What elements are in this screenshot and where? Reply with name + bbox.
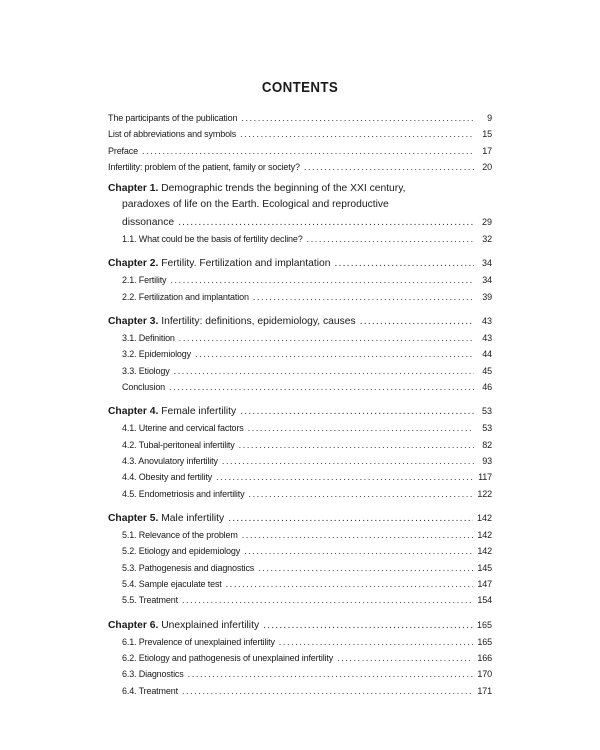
toc-section-entry[interactable] (108, 272, 492, 288)
dot-leader (239, 437, 474, 453)
dot-leader (248, 486, 473, 502)
toc-section-entry[interactable] (108, 576, 492, 592)
toc-entry-infertility-problem[interactable] (108, 159, 492, 175)
section-label: 1.1. What could be the basis of fertility decline? (122, 233, 303, 244)
chapter-5 (108, 510, 492, 609)
toc-entry-preface[interactable] (108, 143, 492, 159)
toc-page-number: 29 (481, 216, 492, 227)
dot-leader (182, 592, 473, 608)
chapter-title-line: Demographic trends the beginning of the XXI century, (161, 183, 406, 195)
toc-page-number: 122 (477, 488, 492, 499)
dot-leader (169, 379, 474, 395)
toc-entry-abbreviations[interactable] (108, 126, 492, 142)
toc-section-entry[interactable] (108, 289, 492, 305)
section-label: 6.2. Etiology and pathogenesis of unexplained infertility (122, 653, 334, 664)
section-label: 2.1. Fertility (122, 275, 167, 286)
dot-leader (226, 576, 474, 592)
chapter-number: Chapter 2. (108, 258, 159, 270)
dot-leader (304, 159, 474, 175)
toc-entry-label: The participants of the publication (108, 113, 238, 123)
section-label: 2.2. Fertilization and implantation (122, 291, 249, 302)
chapter-title: Male infertility (161, 512, 225, 524)
toc-page-number: 39 (482, 291, 492, 302)
dot-leader (360, 314, 474, 330)
toc-page-number: 53 (482, 423, 492, 434)
toc-section-entry[interactable] (108, 420, 492, 436)
dot-leader (228, 511, 473, 527)
toc-section-entry[interactable] (108, 527, 492, 543)
section-label: 5.3. Pathogenesis and diagnostics (122, 562, 255, 573)
dot-leader (179, 330, 474, 346)
chapter-title-line: paradoxes of life on the Earth. Ecological and reproductive (122, 199, 389, 211)
section-label: 5.1. Relevance of the problem (122, 530, 238, 541)
toc-page-number: 46 (482, 381, 492, 392)
dot-leader (248, 420, 474, 436)
chapter-heading[interactable] (108, 510, 492, 527)
section-label: 3.3. Etiology (122, 365, 170, 376)
toc-page-number: 15 (482, 129, 492, 140)
toc-section-entry[interactable] (108, 363, 492, 379)
toc-page-number: 171 (477, 685, 492, 696)
toc-page-number: 82 (482, 439, 492, 450)
toc-page-number: 93 (482, 456, 492, 467)
dot-leader (241, 110, 474, 126)
chapter-number: Chapter 6. (108, 619, 159, 631)
toc-page-number: 9 (487, 113, 492, 123)
chapter-title: Fertility. Fertilization and implantation (161, 258, 331, 270)
chapter-title: Unexplained infertility (161, 619, 260, 631)
dot-leader (253, 289, 474, 305)
toc-entry-label: Infertility: problem of the patient, family or society? (108, 161, 300, 172)
dot-leader (279, 634, 474, 650)
toc-page-number: 154 (477, 595, 492, 606)
toc-page-number: 43 (482, 333, 492, 344)
toc-page-number: 142 (477, 546, 492, 557)
section-label: 5.5. Treatment (122, 595, 178, 606)
toc-entry-label: List of abbreviations and symbols (108, 129, 237, 140)
toc-page-number: 147 (477, 579, 492, 590)
toc-page-number: 32 (482, 233, 492, 244)
dot-leader (216, 469, 474, 485)
toc-section-entry[interactable] (108, 379, 492, 395)
toc-page-number: 166 (477, 653, 492, 664)
section-label: 3.2. Epidemiology (122, 349, 191, 360)
section-label: 6.4. Treatment (122, 685, 178, 696)
toc-section-entry[interactable] (108, 330, 492, 346)
chapter-heading[interactable] (108, 403, 492, 420)
toc-section-entry[interactable] (108, 634, 492, 650)
section-label: 4.1. Uterine and cervical factors (122, 423, 244, 434)
dot-leader (182, 683, 473, 699)
chapter-6 (108, 617, 492, 699)
toc-page-number: 165 (477, 636, 492, 647)
toc-page-number: 53 (481, 406, 492, 417)
dot-leader (334, 256, 474, 272)
section-label: 4.5. Endometriosis and infertility (122, 488, 245, 499)
toc-page-number: 44 (482, 349, 492, 360)
dot-leader (188, 666, 474, 682)
chapter-title: Infertility: definitions, epidemiology, causes (161, 315, 356, 327)
dot-leader (258, 560, 473, 576)
chapter-1 (108, 181, 492, 247)
toc-section-entry[interactable] (108, 486, 492, 502)
chapter-title-last-line[interactable] (108, 214, 492, 231)
chapter-title-line: dissonance (122, 216, 175, 228)
section-label: 6.1. Prevalence of unexplained infertility (122, 636, 275, 647)
toc-page-number: 142 (477, 530, 492, 541)
chapter-number: Chapter 5. (108, 512, 159, 524)
toc-page-number: 34 (482, 275, 492, 286)
chapter-heading[interactable] (108, 617, 492, 634)
dot-leader (195, 346, 474, 362)
chapter-heading[interactable] (108, 255, 492, 272)
table-of-contents (108, 110, 492, 699)
chapter-heading[interactable] (108, 313, 492, 330)
section-label: 4.4. Obesity and fertility (122, 472, 213, 483)
chapter-number: Chapter 4. (108, 406, 159, 418)
dot-leader (240, 126, 474, 142)
chapter-4 (108, 403, 492, 502)
chapter-3 (108, 313, 492, 395)
toc-page-number: 20 (482, 161, 492, 172)
toc-entry-participants[interactable] (108, 110, 492, 126)
section-label: 4.2. Tubal-peritoneal infertility (122, 439, 235, 450)
dot-leader (222, 453, 474, 469)
toc-section-entry[interactable] (108, 666, 492, 682)
toc-page-number: 145 (477, 562, 492, 573)
toc-section-entry[interactable] (108, 592, 492, 608)
toc-section-entry[interactable] (108, 683, 492, 699)
chapter-heading[interactable] (108, 181, 492, 197)
section-label: 6.3. Diagnostics (122, 669, 184, 680)
section-label: Conclusion (122, 381, 166, 392)
dot-leader (178, 215, 474, 231)
toc-page-number: 43 (481, 315, 492, 326)
dot-leader (142, 143, 474, 159)
toc-page-number: 17 (482, 145, 492, 156)
dot-leader (240, 404, 474, 420)
toc-section-entry[interactable] (108, 543, 492, 559)
dot-leader (170, 272, 474, 288)
chapter-number: Chapter 1. (108, 183, 159, 195)
dot-leader (337, 650, 473, 666)
toc-section-entry[interactable] (108, 469, 492, 485)
section-label: 5.2. Etiology and epidemiology (122, 546, 241, 557)
dot-leader (244, 543, 473, 559)
toc-section-entry[interactable] (108, 650, 492, 666)
toc-section-entry[interactable] (108, 231, 492, 247)
chapter-2 (108, 255, 492, 305)
section-label: 5.4. Sample ejaculate test (122, 579, 222, 590)
toc-section-entry[interactable] (108, 453, 492, 469)
toc-page-number: 142 (476, 512, 492, 523)
chapter-number: Chapter 3. (108, 315, 159, 327)
toc-page-number: 165 (476, 619, 492, 630)
section-label: 4.3. Anovulatory infertility (122, 456, 218, 467)
dot-leader (263, 618, 473, 634)
toc-section-entry[interactable] (108, 346, 492, 362)
chapter-title: Female infertility (161, 406, 237, 418)
dot-leader (307, 231, 474, 247)
toc-page-number: 45 (482, 365, 492, 376)
dot-leader (242, 527, 474, 543)
toc-section-entry[interactable] (108, 437, 492, 453)
toc-page-number: 170 (477, 669, 492, 680)
toc-entry-label: Preface (108, 145, 138, 156)
toc-section-entry[interactable] (108, 560, 492, 576)
section-label: 3.1. Definition (122, 333, 175, 344)
toc-page-number: 34 (481, 258, 492, 269)
page-title: CONTENTS (261, 80, 339, 96)
dot-leader (174, 363, 474, 379)
toc-page-number: 117 (478, 472, 492, 483)
